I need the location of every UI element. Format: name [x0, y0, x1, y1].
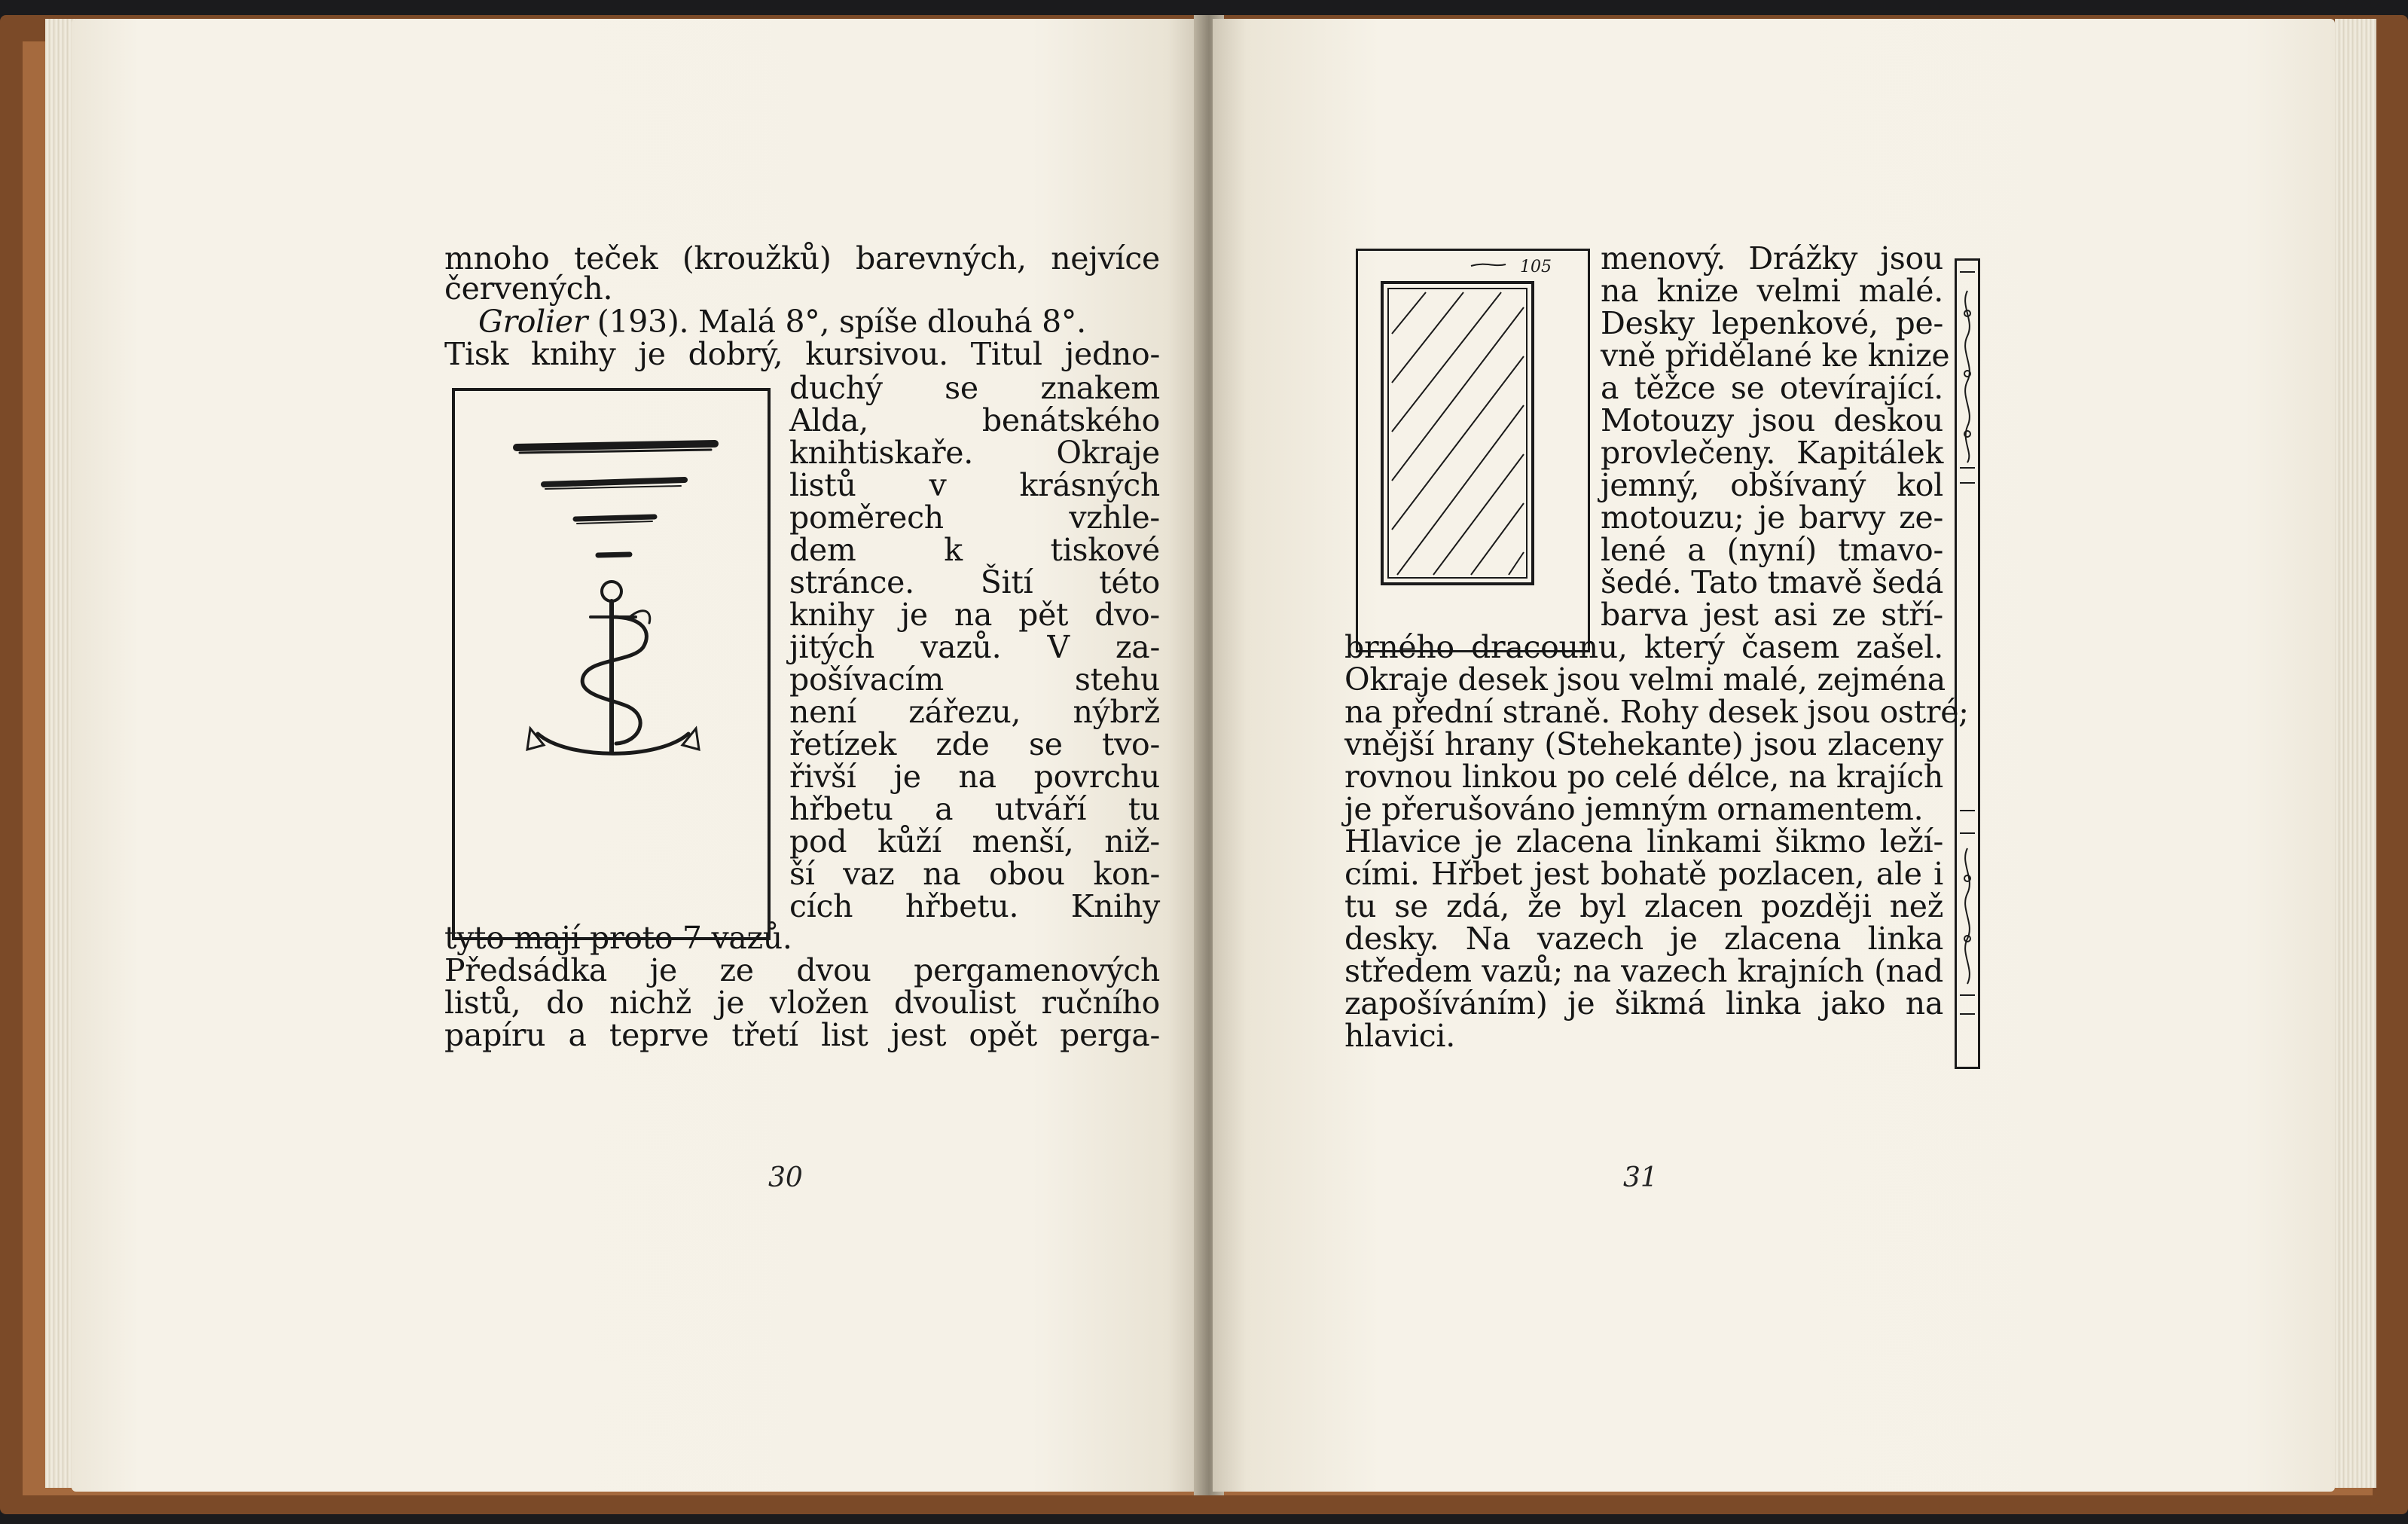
text-line: je přerušováno jemným ornamentem. — [1344, 791, 1924, 827]
text-line: tyto mají proto 7 vazů. — [444, 920, 792, 956]
text-line: jitých vazů. V za- — [789, 629, 1160, 665]
text-line: Hlavice je zlacena linkami šikmo leží- — [1344, 823, 1943, 860]
text-line: barva jest asi ze stří- — [1601, 597, 1943, 633]
text-line: papíru a teprve třetí list jest opět perga- — [444, 1017, 1160, 1053]
sketch-note: 105 — [1520, 258, 1552, 276]
text-line: zapošíváním) je šikmá linka jako na — [1344, 985, 1943, 1022]
page-number-left: 30 — [768, 1162, 803, 1193]
text-line: šedé. Tato tmavě šedá — [1601, 564, 1943, 600]
text-line: na knize velmi malé. — [1601, 273, 1943, 309]
text-line: Motouzy jsou deskou — [1601, 402, 1943, 438]
text-line: stránce. Šití této — [789, 564, 1160, 600]
text-line — [478, 304, 1086, 340]
text-line: pod kůží menší, niž- — [789, 823, 1160, 860]
text-line: Alda, benátského — [789, 402, 1160, 438]
title-page-sketch — [452, 388, 771, 940]
text-line: motouzu; je barvy ze- — [1601, 499, 1943, 536]
text-line: vnější hrany (Stehekante) jsou zlaceny — [1344, 726, 1943, 762]
text-line: rovnou linkou po celé délce, na krajích — [1344, 759, 1943, 795]
text-line: brného dracounu, který časem zašel. — [1344, 629, 1943, 665]
text-line: desky. Na vazech je zlacena linka — [1344, 921, 1943, 957]
text-line: řetízek zde se tvo- — [789, 726, 1160, 762]
text-line: dem k tiskové — [789, 532, 1160, 568]
text-line: hřbetu a utváří tu — [789, 791, 1160, 827]
text-line: provlečeny. Kapitálek — [1601, 435, 1943, 471]
text-line: Předsádka je ze dvou pergamenových — [444, 952, 1160, 988]
text-line: duchý se znakem — [789, 370, 1160, 406]
text-line: knihtiskaře. Okraje — [789, 435, 1160, 471]
text-line: lené a (nyní) tmavo- — [1601, 532, 1943, 568]
text-line: cích hřbetu. Knihy — [789, 888, 1160, 924]
text-line: vně přidělané ke knize — [1601, 337, 1950, 374]
text-line: ší vaz na obou kon- — [789, 856, 1160, 892]
book-cover-sketch-icon — [1358, 251, 1588, 650]
spine-ornament-sketch-icon — [1957, 261, 1978, 1067]
text-line: cími. Hřbet jest bohatě pozlacen, ale i — [1344, 856, 1943, 892]
text-line: Okraje desek jsou velmi malé, zejména — [1344, 661, 1946, 698]
text-line: Tisk knihy je dobrý, kursivou. Titul jedno- — [444, 336, 1160, 372]
grolier-name: Grolier — [478, 304, 588, 340]
page-edges-left — [45, 19, 75, 1488]
page-number-right: 31 — [1623, 1162, 1658, 1193]
anchor-dolphin-device-icon — [455, 391, 768, 937]
text-line: a těžce se otevírající. — [1601, 370, 1943, 406]
page-edges-right — [2335, 19, 2376, 1488]
right-page — [1213, 19, 2335, 1492]
text-line: listů, do nichž je vložen dvoulist ručního — [444, 985, 1160, 1021]
text-line: knihy je na pět dvo- — [789, 597, 1160, 633]
spine-ornament-sketch — [1955, 258, 1980, 1069]
text-line: není zářezu, nýbrž — [789, 694, 1160, 730]
text-line: listů v krásných — [789, 467, 1160, 503]
text-line: hlavici. — [1344, 1018, 1455, 1054]
text-line: mnoho teček (kroužků) barevných, nejvíce — [444, 240, 1160, 276]
text-line: jemný, obšívaný kol — [1601, 467, 1943, 503]
text-line: tu se zdá, že byl zlacen později než — [1344, 888, 1943, 924]
text-line: menový. Drážky jsou — [1601, 240, 1943, 276]
text-line: Desky lepenkové, pe- — [1601, 305, 1943, 341]
left-page — [72, 19, 1201, 1492]
book-cover-sketch — [1356, 249, 1590, 652]
text-line: řivší je na povrchu — [789, 759, 1160, 795]
text-line: na přední straně. Rohy desek jsou ostré; — [1344, 694, 1969, 730]
text-line: červených. — [444, 270, 613, 307]
text-line: pošívacím stehu — [789, 661, 1160, 698]
text-line: středem vazů; na vazech krajních (nad — [1344, 953, 1943, 989]
text-line: poměrech vzhle- — [789, 499, 1160, 536]
grolier-rest: (193). Malá 8°, spíše dlouhá 8°. — [588, 304, 1086, 340]
